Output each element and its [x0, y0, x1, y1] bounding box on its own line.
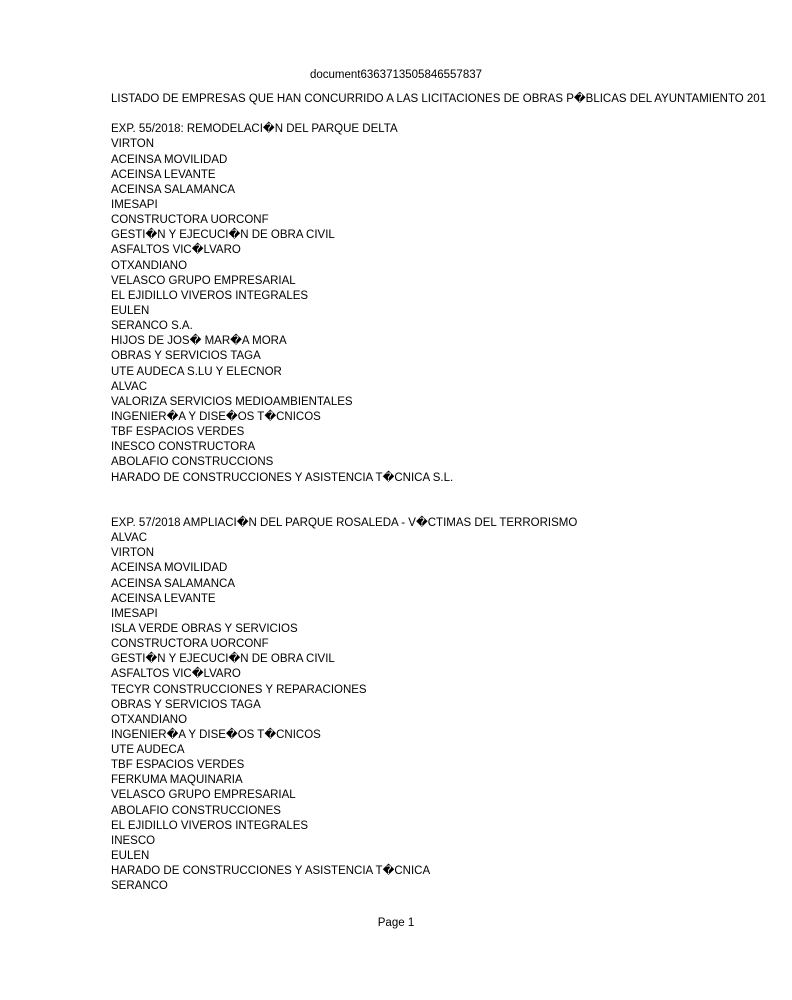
company-item: EULEN	[111, 850, 150, 863]
section-heading: EXP. 55/2018: REMODELACI�N DEL PARQUE DELTA	[111, 123, 398, 136]
company-item: VELASCO GRUPO EMPRESARIAL	[111, 274, 296, 287]
company-item: OTXANDIANO	[111, 259, 188, 272]
company-item: VIRTON	[111, 547, 155, 560]
company-item: CONSTRUCTORA UORCONF	[111, 214, 269, 227]
company-item: ASFALTOS VIC�LVARO	[111, 244, 241, 257]
company-item: OBRAS Y SERVICIOS TAGA	[111, 350, 261, 363]
company-item: EL EJIDILLO VIVEROS INTEGRALES	[111, 819, 309, 832]
company-item: ACEINSA MOVILIDAD	[111, 562, 228, 575]
company-item: INGENIER�A Y DISE�OS T�CNICOS	[111, 728, 321, 741]
company-item: ALVAC	[111, 532, 148, 545]
company-item: CONSTRUCTORA UORCONF	[111, 638, 269, 651]
company-item: GESTI�N Y EJECUCI�N DE OBRA CIVIL	[111, 653, 335, 666]
company-item: ACEINSA SALAMANCA	[111, 183, 235, 196]
company-item: UTE AUDECA	[111, 744, 185, 757]
company-item: IMESAPI	[111, 607, 158, 620]
spacer	[111, 486, 792, 516]
document-content	[111, 92, 792, 894]
section-exp-57-2018	[111, 516, 792, 895]
company-item: EL EJIDILLO VIVEROS INTEGRALES	[111, 289, 309, 302]
document-header: document6363713505846557837	[309, 69, 483, 81]
spacer	[111, 107, 792, 122]
company-item: ACEINSA MOVILIDAD	[111, 153, 228, 166]
company-item: ACEINSA LEVANTE	[111, 168, 216, 181]
company-item: VALORIZA SERVICIOS MEDIOAMBIENTALES	[111, 395, 353, 408]
company-item: OTXANDIANO	[111, 713, 188, 726]
company-item: ALVAC	[111, 380, 148, 393]
company-item: HIJOS DE JOS� MAR�A MORA	[111, 335, 287, 348]
company-item: FERKUMA MAQUINARIA	[111, 774, 243, 787]
page-number: Page 1	[377, 917, 415, 929]
company-item: ACEINSA SALAMANCA	[111, 577, 235, 590]
company-item: UTE AUDECA S.LU Y ELECNOR	[111, 365, 282, 378]
company-item: EULEN	[111, 304, 150, 317]
company-item: GESTI�N Y EJECUCI�N DE OBRA CIVIL	[111, 229, 335, 242]
company-item: SERANCO	[111, 880, 168, 893]
company-item: ASFALTOS VIC�LVARO	[111, 668, 241, 681]
company-item: ABOLAFIO CONSTRUCCIONES	[111, 804, 281, 817]
company-item: TECYR CONSTRUCCIONES Y REPARACIONES	[111, 683, 367, 696]
company-item: ABOLAFIO CONSTRUCCIONS	[111, 456, 274, 469]
company-item: ACEINSA LEVANTE	[111, 592, 216, 605]
company-item: ISLA VERDE OBRAS Y SERVICIOS	[111, 622, 298, 635]
company-item: OBRAS Y SERVICIOS TAGA	[111, 698, 261, 711]
company-item: TBF ESPACIOS VERDES	[111, 759, 245, 772]
company-item: SERANCO S.A.	[111, 320, 193, 333]
section-exp-55-2018	[111, 122, 792, 485]
company-item: HARADO DE CONSTRUCCIONES Y ASISTENCIA T�CNICA	[111, 865, 431, 878]
company-item: IMESAPI	[111, 198, 158, 211]
company-item: VIRTON	[111, 138, 155, 151]
company-item: INGENIER�A Y DISE�OS T�CNICOS	[111, 410, 321, 423]
company-item: VELASCO GRUPO EMPRESARIAL	[111, 789, 296, 802]
company-item: HARADO DE CONSTRUCCIONES Y ASISTENCIA T�CNICA S.L.	[111, 471, 454, 484]
company-item: INESCO	[111, 834, 156, 847]
section-heading: EXP. 57/2018 AMPLIACI�N DEL PARQUE ROSALEDA - V�CTIMAS DEL TERRORISMO	[111, 516, 578, 529]
company-item: TBF ESPACIOS VERDES	[111, 426, 245, 439]
document-title: LISTADO DE EMPRESAS QUE HAN CONCURRIDO A LAS LICITACIONES DE OBRAS P�BLICAS DEL AYUNTAMIENTO 201	[111, 93, 767, 105]
company-item: INESCO CONSTRUCTORA	[111, 441, 256, 454]
